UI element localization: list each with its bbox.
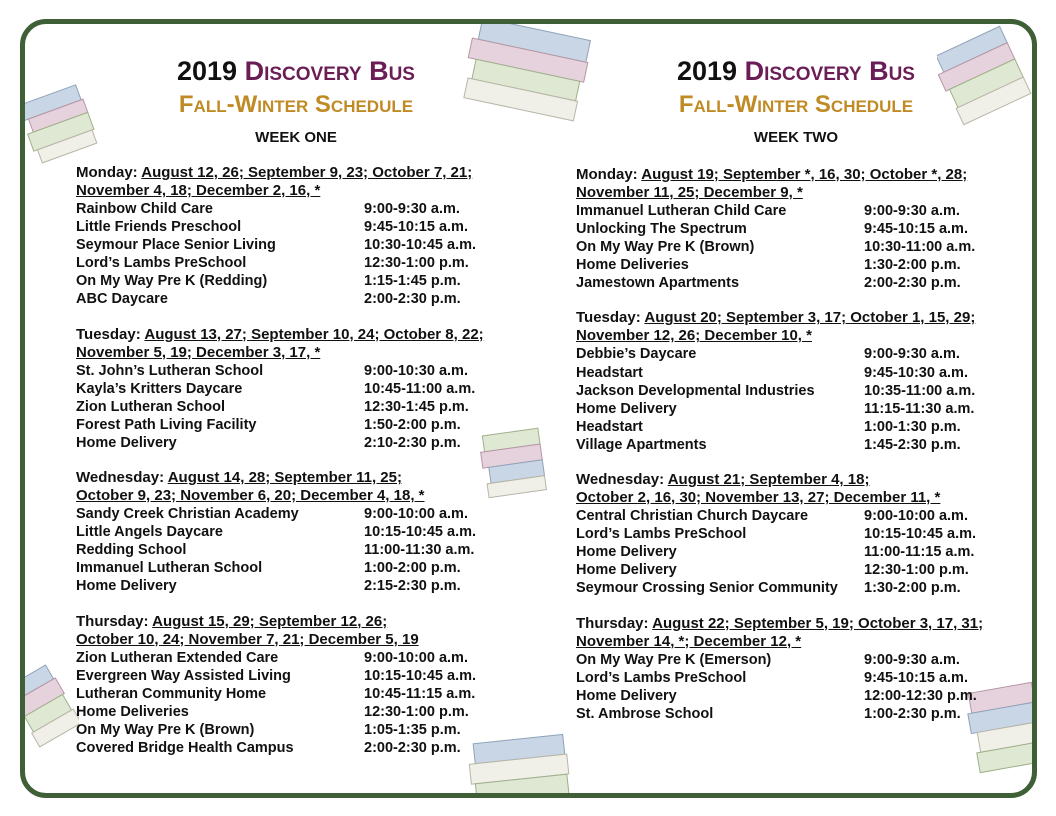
stop-time: 2:10-2:30 p.m.: [364, 434, 461, 451]
day-block: [576, 471, 1036, 597]
stop-time: 11:00-11:30 a.m.: [364, 542, 475, 559]
day-dates: November 11, 25; December 9, *: [576, 184, 803, 201]
day-dates: August 20; September 3, 17; October 1, 15, 29;: [644, 309, 976, 327]
day-block: [576, 615, 1036, 723]
schedule-entry: [576, 507, 1036, 525]
stop-time: 2:00-2:30 p.m.: [864, 275, 961, 292]
schedule-entry: [76, 541, 536, 559]
schedule-entry: [576, 274, 1036, 292]
schedule-entry: [76, 721, 536, 739]
stop-location: On My Way Pre K (Brown): [576, 239, 755, 256]
schedule-entry: [576, 436, 1036, 454]
stop-location: Zion Lutheran Extended Care: [76, 649, 279, 666]
stop-location: Lord’s Lambs PreSchool: [576, 526, 747, 543]
schedule-entry: [76, 272, 536, 290]
schedule-entry: [76, 200, 536, 218]
schedule-entry: [76, 667, 536, 685]
stop-location: Evergreen Way Assisted Living: [76, 667, 291, 684]
stop-location: Kayla’s Kritters Daycare: [76, 380, 243, 397]
schedule-entry: [76, 290, 536, 308]
schedule-entry: [76, 559, 536, 577]
day-header: [576, 471, 1036, 507]
stop-location: Jackson Developmental Industries: [576, 382, 815, 399]
day-header: [76, 326, 536, 362]
schedule-entry: [76, 380, 536, 398]
day-dates: November 4, 18; December 2, 16, *: [76, 182, 321, 199]
stop-location: Sandy Creek Christian Academy: [76, 506, 299, 523]
day-label: Thursday:: [576, 614, 649, 632]
week-one-header: [76, 54, 516, 150]
stop-location: Seymour Crossing Senior Community: [576, 580, 838, 597]
stop-location: Home Deliveries: [576, 257, 689, 274]
stop-time: 2:00-2:30 p.m.: [364, 739, 461, 756]
schedule-entry: [76, 416, 536, 434]
stop-location: Unlocking The Spectrum: [576, 221, 747, 238]
schedule-entry: [76, 703, 536, 721]
stop-location: Home Delivery: [76, 434, 177, 451]
stop-location: Home Delivery: [576, 544, 677, 561]
stop-time: 12:30-1:45 p.m.: [364, 398, 469, 415]
schedule-title: [576, 54, 1016, 88]
day-block: [76, 164, 536, 309]
day-block: [76, 613, 536, 758]
schedule-entry: [576, 561, 1036, 579]
day-block: [76, 469, 536, 595]
schedule-entry: [576, 256, 1036, 274]
schedule-entry: [576, 418, 1036, 436]
schedule-entry: [576, 651, 1036, 669]
stop-location: Zion Lutheran School: [76, 398, 226, 415]
stop-time: 10:15-10:45 a.m.: [364, 524, 477, 541]
day-dates: August 21; September 4, 18;: [667, 471, 870, 489]
stop-location: Redding School: [76, 542, 187, 559]
schedule-subtitle: Fall-Winter Schedule: [678, 91, 914, 118]
day-dates: November 14, *; December 12, *: [576, 632, 802, 650]
stop-time: 9:45-10:15 a.m.: [364, 219, 468, 236]
stop-location: Home Delivery: [576, 687, 677, 704]
day-dates: October 10, 24; November 7, 21; December 5, 19: [76, 630, 419, 648]
day-label: Tuesday:: [76, 325, 141, 343]
stop-time: 10:45-11:00 a.m.: [364, 380, 476, 397]
day-header: [576, 615, 1036, 651]
day-dates: October 9, 23; November 6, 20; December 4, 18, *: [76, 487, 425, 505]
stop-time: 10:15-10:45 a.m.: [364, 667, 477, 684]
stop-time: 11:00-11:15 a.m.: [864, 544, 975, 561]
stop-location: Home Delivery: [76, 578, 177, 595]
day-dates: August 14, 28; September 11, 25;: [167, 469, 402, 487]
stop-time: 10:45-11:15 a.m.: [364, 685, 476, 702]
day-label: Monday:: [576, 166, 638, 183]
day-label: Wednesday:: [576, 471, 665, 489]
day-dates: August 13, 27; September 10, 24; October 8, 22;: [144, 325, 484, 343]
stop-location: St. Ambrose School: [576, 705, 714, 722]
stop-time: 9:00-9:30 a.m.: [864, 651, 960, 668]
schedule-entry: [76, 218, 536, 236]
stop-location: Home Delivery: [576, 562, 677, 579]
schedule-entry: [76, 236, 536, 254]
book-stack-illustration: [20, 650, 79, 780]
stop-time: 9:00-10:30 a.m.: [364, 362, 468, 379]
schedule-entry: [576, 400, 1036, 418]
stop-time: 1:15-1:45 p.m.: [364, 273, 461, 290]
stop-location: Forest Path Living Facility: [76, 416, 257, 433]
stop-time: 2:00-2:30 p.m.: [364, 291, 461, 308]
day-header: [76, 469, 536, 505]
day-label: Thursday:: [76, 612, 149, 630]
stop-location: Little Angels Daycare: [76, 524, 223, 541]
stop-time: 9:45-10:15 a.m.: [864, 221, 968, 238]
day-dates: August 15, 29; September 12, 26;: [152, 612, 388, 630]
schedule-entry: [76, 739, 536, 757]
stop-time: 10:30-11:00 a.m.: [864, 239, 976, 256]
day-dates: August 12, 26; September 9, 23; October 7, 21;: [141, 164, 473, 181]
stop-location: Lord’s Lambs PreSchool: [76, 255, 247, 272]
stop-time: 9:45-10:30 a.m.: [864, 364, 968, 381]
stop-location: Home Deliveries: [76, 703, 189, 720]
stop-location: Headstart: [576, 418, 643, 435]
day-dates: November 5, 19; December 3, 17, *: [76, 343, 321, 361]
day-block: [576, 166, 1036, 292]
title-year: 2019: [177, 56, 238, 86]
stop-time: 1:00-2:00 p.m.: [364, 560, 461, 577]
schedule-entry: [76, 505, 536, 523]
stop-time: 9:00-10:00 a.m.: [364, 506, 468, 523]
day-label: Wednesday:: [76, 469, 165, 487]
week-one-column: [76, 54, 536, 774]
schedule-entry: [576, 345, 1036, 363]
stop-location: Lord’s Lambs PreSchool: [576, 669, 747, 686]
schedule-entry: [576, 238, 1036, 256]
day-dates: October 2, 16, 30; November 13, 27; December 11, *: [576, 489, 941, 507]
schedule-entry: [76, 685, 536, 703]
stop-location: On My Way Pre K (Brown): [76, 721, 255, 738]
schedule-entry: [576, 687, 1036, 705]
schedule-entry: [76, 649, 536, 667]
schedule-entry: [576, 202, 1036, 220]
schedule-entry: [76, 434, 536, 452]
schedule-entry: [76, 577, 536, 595]
stop-time: 2:15-2:30 p.m.: [364, 578, 461, 595]
day-dates: November 12, 26; December 10, *: [576, 327, 812, 345]
stop-time: 12:30-1:00 p.m.: [364, 255, 469, 272]
stop-time: 12:00-12:30 p.m.: [864, 687, 977, 704]
day-label: Tuesday:: [576, 309, 641, 327]
day-header: [76, 613, 536, 649]
day-block: [76, 326, 536, 452]
stop-time: 10:15-10:45 a.m.: [864, 526, 977, 543]
stop-location: Covered Bridge Health Campus: [76, 739, 294, 756]
stop-time: 9:00-9:30 a.m.: [864, 346, 960, 363]
stop-location: Central Christian Church Daycare: [576, 508, 809, 525]
day-label: Monday:: [76, 164, 138, 181]
title-brand: Discovery Bus: [744, 56, 915, 86]
title-brand: Discovery Bus: [244, 56, 415, 86]
schedule-entry: [576, 220, 1036, 238]
stop-location: Headstart: [576, 364, 643, 381]
day-header: [576, 166, 1036, 202]
stop-time: 10:35-11:00 a.m.: [864, 382, 976, 399]
schedule-entry: [576, 382, 1036, 400]
stop-location: Little Friends Preschool: [76, 219, 242, 236]
stop-location: Village Apartments: [576, 436, 707, 453]
stop-time: 12:30-1:00 p.m.: [864, 562, 969, 579]
stop-location: ABC Daycare: [76, 291, 168, 308]
stop-location: Lutheran Community Home: [76, 685, 267, 702]
stop-time: 9:00-9:30 a.m.: [864, 203, 960, 219]
stop-location: Immanuel Lutheran Child Care: [576, 203, 787, 219]
stop-time: 1:05-1:35 p.m.: [364, 721, 461, 738]
week-one-schedule: [76, 164, 536, 757]
schedule-entry: [76, 398, 536, 416]
day-header: [76, 164, 536, 200]
stop-time: 1:30-2:00 p.m.: [864, 257, 961, 274]
stop-time: 9:00-10:00 a.m.: [864, 508, 968, 525]
schedule-entry: [76, 523, 536, 541]
title-year: 2019: [677, 56, 738, 86]
stop-location: On My Way Pre K (Redding): [76, 273, 268, 290]
stop-location: Home Delivery: [576, 400, 677, 417]
schedule-entry: [576, 669, 1036, 687]
schedule-entry: [576, 525, 1036, 543]
stop-time: 9:00-10:00 a.m.: [364, 649, 468, 666]
schedule-title: [76, 54, 516, 88]
week-two-column: [576, 54, 1036, 740]
week-label: WEEK TWO: [753, 129, 839, 146]
stop-time: 1:00-2:30 p.m.: [864, 705, 961, 722]
schedule-frame: [20, 19, 1037, 798]
day-dates: August 22; September 5, 19; October 3, 17, 31;: [652, 614, 984, 632]
week-two-header: [576, 54, 1016, 150]
stop-location: Immanuel Lutheran School: [76, 560, 263, 577]
stop-time: 11:15-11:30 a.m.: [864, 400, 975, 417]
stop-time: 10:30-10:45 a.m.: [364, 237, 477, 254]
schedule-subtitle: Fall-Winter Schedule: [178, 91, 414, 118]
stop-time: 9:45-10:15 a.m.: [864, 669, 968, 686]
stop-location: Jamestown Apartments: [576, 275, 740, 292]
stop-location: Debbie’s Daycare: [576, 346, 697, 363]
schedule-entry: [576, 705, 1036, 723]
day-block: [576, 309, 1036, 454]
schedule-entry: [576, 543, 1036, 561]
week-two-schedule: [576, 166, 1036, 723]
stop-time: 1:45-2:30 p.m.: [864, 436, 961, 453]
day-header: [576, 309, 1036, 345]
stop-time: 9:00-9:30 a.m.: [364, 201, 460, 217]
day-dates: August 19; September *, 16, 30; October *, 28;: [641, 166, 968, 183]
stop-location: Rainbow Child Care: [76, 201, 213, 217]
stop-time: 12:30-1:00 p.m.: [364, 703, 469, 720]
stop-location: On My Way Pre K (Emerson): [576, 651, 772, 668]
stop-time: 1:00-1:30 p.m.: [864, 418, 961, 435]
schedule-entry: [576, 364, 1036, 382]
stop-time: 1:30-2:00 p.m.: [864, 580, 961, 597]
stop-location: Seymour Place Senior Living: [76, 237, 276, 254]
stop-location: St. John’s Lutheran School: [76, 362, 264, 379]
week-label: WEEK ONE: [255, 129, 337, 146]
stop-time: 1:50-2:00 p.m.: [364, 416, 461, 433]
schedule-entry: [76, 254, 536, 272]
schedule-entry: [576, 579, 1036, 597]
schedule-entry: [76, 362, 536, 380]
